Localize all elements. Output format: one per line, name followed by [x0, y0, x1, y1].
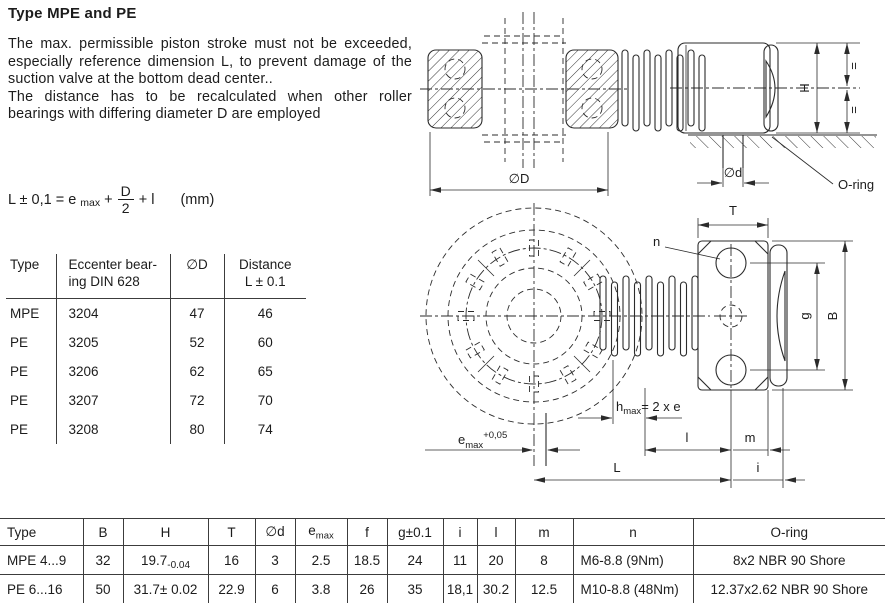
col-header-f: f — [347, 519, 387, 546]
col-header-type: Type — [6, 254, 56, 299]
table-row: PE 3206 62 65 — [6, 357, 306, 386]
dim-label-B: B — [825, 311, 840, 321]
formula-plus: + — [104, 191, 113, 208]
spring-side-view — [622, 50, 705, 131]
bearing-table — [6, 254, 306, 444]
dim-label-phi-d: ∅d — [723, 165, 743, 180]
col-header-T: T — [208, 519, 255, 546]
col-header-phi-d: ∅d — [255, 519, 295, 546]
ground-hatching — [688, 135, 877, 148]
col-header-distance: Distance L ± 0.1 — [224, 254, 306, 299]
formula-tail: + l — [138, 191, 155, 208]
formula-unit: (mm) — [180, 191, 215, 208]
dim-label-equal-top: = — [846, 62, 861, 70]
table-row: MPE 3204 47 46 — [6, 299, 306, 329]
formula-lead: L ± 0,1 = e — [8, 191, 77, 208]
dim-label-phi-D: ∅D — [508, 171, 530, 186]
col-header-emax: $e_{max}$ — [295, 519, 347, 546]
dim-label-H: H — [797, 83, 812, 93]
intro-paragraph-1: The max. permissible piston stroke must not be exceeded, especially reference dimension L, to prevent damage of the suction valve at the bottom dead center.. — [8, 36, 412, 88]
table-row: PE 3208 80 74 — [6, 415, 306, 444]
col-header-n: n — [573, 519, 693, 546]
h-value: 31.7± 0.02 — [123, 575, 208, 604]
dim-label-i: i — [756, 460, 760, 475]
piston-dome — [777, 271, 785, 361]
fraction-denominator: 2 — [121, 200, 130, 216]
dim-label-T: T — [729, 203, 737, 218]
dim-label-g: g — [797, 312, 812, 320]
section-drawing-side-view — [420, 0, 885, 212]
col-header-H: H — [123, 519, 208, 546]
table-row: MPE 4...9 32 $19.7_{-0.04}$ 16 3 2.5 18.5 24 11 20 8 M6-8.8 (9Nm) 8x2 NBR 90 Shore — [0, 546, 885, 575]
label-n: n — [653, 234, 661, 249]
dim-label-emax: $e_{max}^{+0,05}$ — [458, 430, 508, 451]
table-row: PE 6...16 50 31.7± 0.02 22.9 6 3.8 26 35 18,1 30.2 12.5 M10-8.8 (48Nm) 12.37x2.62 NBR 90 Shore — [0, 575, 885, 604]
table-row: PE 3205 52 60 — [6, 328, 306, 357]
col-header-B: B — [83, 519, 123, 546]
col-header-oring: O-ring — [693, 519, 885, 546]
dim-label-equal-bottom: = — [846, 106, 861, 114]
col-header-g: g±0.1 — [387, 519, 443, 546]
col-header-l: l — [477, 519, 515, 546]
intro-text — [8, 36, 412, 124]
section-drawing-front-view — [420, 198, 885, 510]
stroke-formula — [8, 184, 214, 215]
dim-label-m: m — [744, 430, 756, 445]
dim-label-L: L — [613, 460, 621, 475]
fraction-numerator: D — [118, 184, 134, 200]
col-header-bearing: Eccenter bear- ing DIN 628 — [56, 254, 170, 299]
dim-label-hmax: $h_{max}= 2$ x e — [616, 399, 681, 417]
col-header-m: m — [515, 519, 573, 546]
formula-subscript: max — [80, 196, 101, 209]
col-header-diameter: ∅D — [170, 254, 224, 299]
intro-paragraph-2: The distance has to be recalculated when other roller bearings with differing diameter D are employed — [8, 88, 412, 123]
table-row: PE 3207 72 70 — [6, 386, 306, 415]
dimension-table — [0, 518, 885, 603]
oring-label: O-ring — [838, 177, 875, 192]
formula-fraction — [118, 184, 134, 215]
dimension-table-header-row — [0, 519, 885, 546]
h-value: $19.7_{-0.04}$ — [123, 546, 208, 575]
page-title: Type MPE and PE — [8, 5, 137, 22]
col-header-type: Type — [0, 519, 83, 546]
bearing-table-header-row — [6, 254, 306, 299]
dim-label-l: l — [685, 430, 689, 445]
col-header-i: i — [443, 519, 477, 546]
